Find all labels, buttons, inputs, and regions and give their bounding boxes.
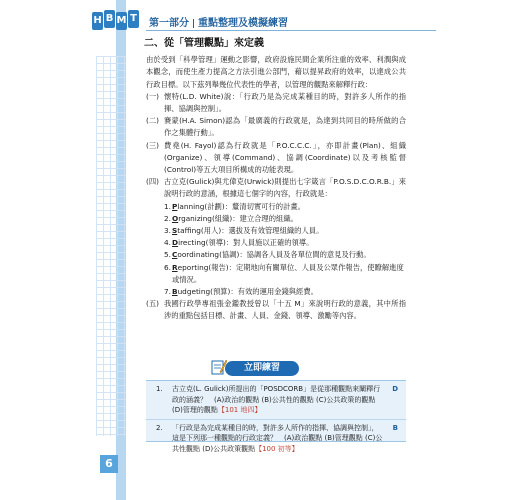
sub-key: D bbox=[172, 238, 179, 248]
sub-word: lanning bbox=[177, 201, 205, 211]
page-number: 6 bbox=[100, 455, 118, 473]
question-row bbox=[146, 381, 406, 419]
item-text: 懷特(L.D. White)說：「行政乃是為完成某種目的時，對許多人所作的指揮、協調與控制」。 bbox=[164, 91, 406, 114]
sub-word: irecting bbox=[178, 238, 206, 248]
header-title: 重點整理及模擬練習 bbox=[198, 18, 288, 29]
practice-box bbox=[146, 380, 406, 453]
logo-letter: H bbox=[92, 12, 103, 30]
section-heading: 二、從「管理觀點」來定義 bbox=[144, 38, 264, 49]
sub-number: 5. bbox=[164, 250, 171, 260]
sub-word: taffing bbox=[177, 226, 201, 236]
main-content bbox=[146, 36, 406, 323]
item-text: 費堯(H. Fayol)認為行政就是「P.O.C.C.C.」，亦即計畫(Plan)、組織(Organize)、領導(Command)、協調(Coordinate)以及考核監督(Control)等五大項目所構成的功能表現。 bbox=[164, 140, 406, 175]
list-item bbox=[146, 115, 406, 139]
sidebar-grid bbox=[96, 56, 126, 436]
practice-header bbox=[211, 358, 301, 378]
sub-word: rganizing bbox=[178, 213, 212, 223]
running-header bbox=[149, 14, 288, 29]
question-answer: B bbox=[392, 423, 398, 432]
sub-desc: (計劃)：釐清切實可行的計畫。 bbox=[204, 201, 305, 211]
sub-desc: (用人)：選拔及有效管理組織的人員。 bbox=[200, 226, 324, 236]
sub-desc: (組織)：建立合理的組織。 bbox=[211, 213, 298, 223]
posdcorb-item bbox=[164, 201, 406, 213]
item-label: (四) bbox=[146, 177, 159, 187]
sub-key: B bbox=[172, 287, 178, 297]
intro-paragraph: 由於受到「科學管理」運動之影響，政府設施民間企業所注重的效率、利潤與成本觀念，而使生產力提高之方法引進公部門，藉以提昇政府的效率，以達成公共行政目標。以下茲列舉幾位代表性的學者，以管理的觀點來解釋行政： bbox=[146, 55, 406, 89]
sub-desc: (協調)：協調各人員及各單位間的意見及行動。 bbox=[219, 250, 371, 260]
item-label: (二) bbox=[146, 116, 159, 126]
question-text: 古立克(L. Gulick)所提出的「POSDCORB」是從那種觀點來闡釋行政的涵義？ (A)政治的觀點 (B)公共性的觀點 (C)公共政策的觀點 (D)管理的觀點 bbox=[172, 385, 381, 415]
question-text: 「行政是為完成某種目的時，對許多人所作的指揮、協調與控制」，這是下列那一種觀點的行政定義？ (A)政治觀點 (B)管理觀點 (C)公共性觀點 (D)公共政策觀點 bbox=[172, 423, 383, 453]
sub-desc: (領導)：對人員施以正確的領導。 bbox=[205, 238, 314, 248]
posdcorb-item bbox=[164, 225, 406, 237]
sub-number: 1. bbox=[164, 201, 171, 211]
list-item bbox=[146, 176, 406, 200]
header-part: 第一部分 bbox=[149, 18, 189, 29]
question-number: 1. bbox=[156, 385, 163, 393]
list-item bbox=[146, 298, 406, 322]
list-item bbox=[146, 140, 406, 177]
sub-key: S bbox=[172, 226, 178, 236]
sub-number: 6. bbox=[164, 262, 171, 272]
logo-letter: T bbox=[128, 10, 139, 28]
question-number: 2. bbox=[156, 423, 163, 432]
sub-key: R bbox=[172, 262, 178, 272]
logo-letter: M bbox=[116, 12, 127, 30]
sub-key: P bbox=[172, 201, 178, 211]
sub-word: udgeting bbox=[177, 287, 211, 297]
posdcorb-item bbox=[164, 237, 406, 249]
question-answer: D bbox=[392, 385, 398, 393]
sub-word: oordinating bbox=[177, 250, 220, 260]
item-text: 我國行政學專祖張金鑑教授曾以「十五 M」來說明行政的意義，其中所指涉的重點包括目標、計畫、人員、金錢、領導、激勵等內容。 bbox=[164, 299, 406, 321]
sub-number: 2. bbox=[164, 213, 171, 223]
sub-desc: (預算)：有效的運用金錢與經費。 bbox=[210, 287, 318, 297]
item-text: 古立克(Gulick)與尤偉克(Urwick)則提出七字箴言「P.O.S.D.C.O.R.B.」來說明行政的意涵，根據這七個字的內容，行政就是： bbox=[164, 177, 406, 199]
sub-number: 4. bbox=[164, 238, 171, 248]
practice-title: 立即練習 bbox=[225, 361, 299, 376]
item-label: (五) bbox=[146, 299, 159, 309]
posdcorb-item bbox=[164, 213, 406, 225]
item-text: 賽蒙(H.A. Simon)認為「最廣義的行政就是，為達到共同目的時所做的合作之集體行動」。 bbox=[164, 116, 406, 138]
sub-word: eporting bbox=[177, 262, 209, 272]
sub-desc: (報告)：定期地向有關單位、人員及公眾作報告，使瞭解進度或情況。 bbox=[172, 262, 404, 284]
posdcorb-item bbox=[164, 249, 406, 261]
logo-letter: B bbox=[104, 10, 115, 28]
header-rule bbox=[146, 30, 436, 31]
question-source: 【100 初等】 bbox=[255, 444, 299, 453]
item-label: (一) bbox=[146, 91, 159, 101]
posdcorb-item bbox=[164, 262, 406, 286]
book-logo bbox=[92, 10, 142, 32]
sub-key: C bbox=[172, 250, 178, 260]
header-divider bbox=[193, 19, 194, 28]
item-label: (三) bbox=[146, 140, 159, 150]
question-source: 【101 地四】 bbox=[217, 406, 262, 415]
list-item bbox=[146, 91, 406, 115]
left-sidebar bbox=[0, 0, 137, 500]
posdcorb-item bbox=[164, 286, 406, 298]
question-row bbox=[146, 419, 406, 458]
sub-number: 3. bbox=[164, 226, 171, 236]
sub-number: 7. bbox=[164, 287, 171, 297]
sub-key: O bbox=[172, 213, 179, 223]
